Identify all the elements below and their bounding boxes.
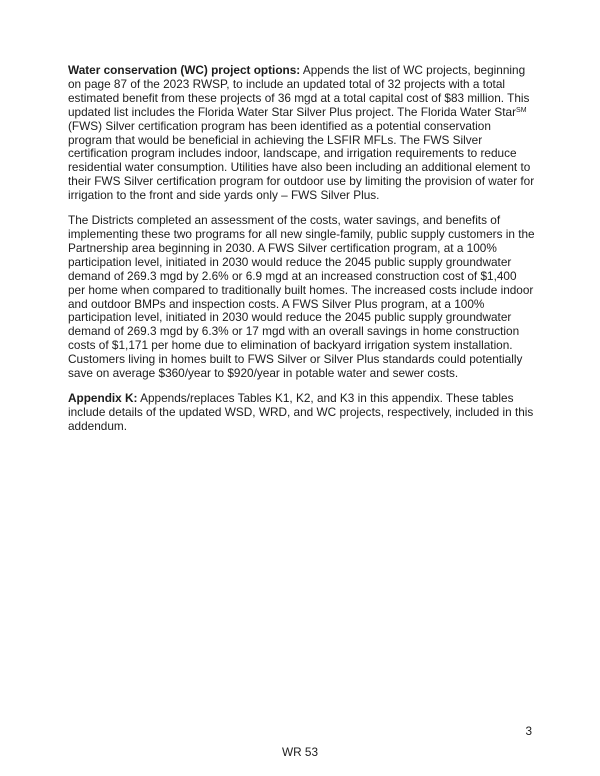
paragraph-text: Appends/replaces Tables K1, K2, and K3 in this appendix. These tables include details of the updated WSD, WRD, and WC projects, respectively, included in this addendum. — [68, 390, 534, 433]
paragraph-text: The Districts completed an assessment of the costs, water savings, and benefits of implementing these two programs for all new single-family, public supply customers in the Partnership area beginning in 2030. A FWS Silver certification program, at a 100% participation level, initiated in 2030 would reduce the 2045 public supply groundwater demand of 269.3 mgd by 2.6% or 6.9 mgd at an increased construction cost of $1,400 per home when compared to traditionally built homes. The increased costs include indoor and outdoor BMPs and inspection costs. A FWS Silver Plus program, at a 100% participation level, initiated in 2030 would reduce the 2045 public supply groundwater demand of 269.3 mgd by 6.3% or 17 mgd with an overall savings in home construction costs of $1,171 per home due to elimination of backyard irrigation system installation. Customers living in homes built to FWS Silver or Silver Plus standards could potentially save on average $360/year to $920/year in potable water and sewer costs. — [68, 213, 535, 381]
footer-label: WR 53 — [281, 745, 319, 759]
paragraph-text: (FWS) Silver certification program has been identified as a potential conservation program that would be beneficial in achieving the LSFIR MFLs. The FWS Silver certification program includes indoor, landscape, and irrigation requirements to reduce residential water consumption. Utilities have also been including an additional element to their FWS Silver certification program for outdoor use by limiting the provision of water for irrigation to the front and side yards only – FWS Silver Plus. — [68, 118, 535, 203]
paragraph-appendix-k — [68, 392, 536, 434]
superscript-sm: SM — [516, 106, 527, 114]
paragraph-water-conservation — [68, 64, 536, 203]
page-number: 3 — [525, 724, 532, 738]
paragraph-districts-assessment — [68, 214, 536, 381]
paragraph-lead-bold: Appendix K: — [68, 390, 138, 405]
paragraph-text: Appends the list of WC projects, beginning on page 87 of the 2023 RWSP, to include an updated total of 32 projects with a total estimated benefit from these projects of 36 mgd at a total capital cost of $83 million. This updated list includes the Florida Water Star Silver Plus project. The Florida Water Star — [68, 63, 530, 119]
paragraph-lead-bold: Water conservation (WC) project options: — [68, 63, 301, 77]
document-body — [68, 64, 536, 445]
